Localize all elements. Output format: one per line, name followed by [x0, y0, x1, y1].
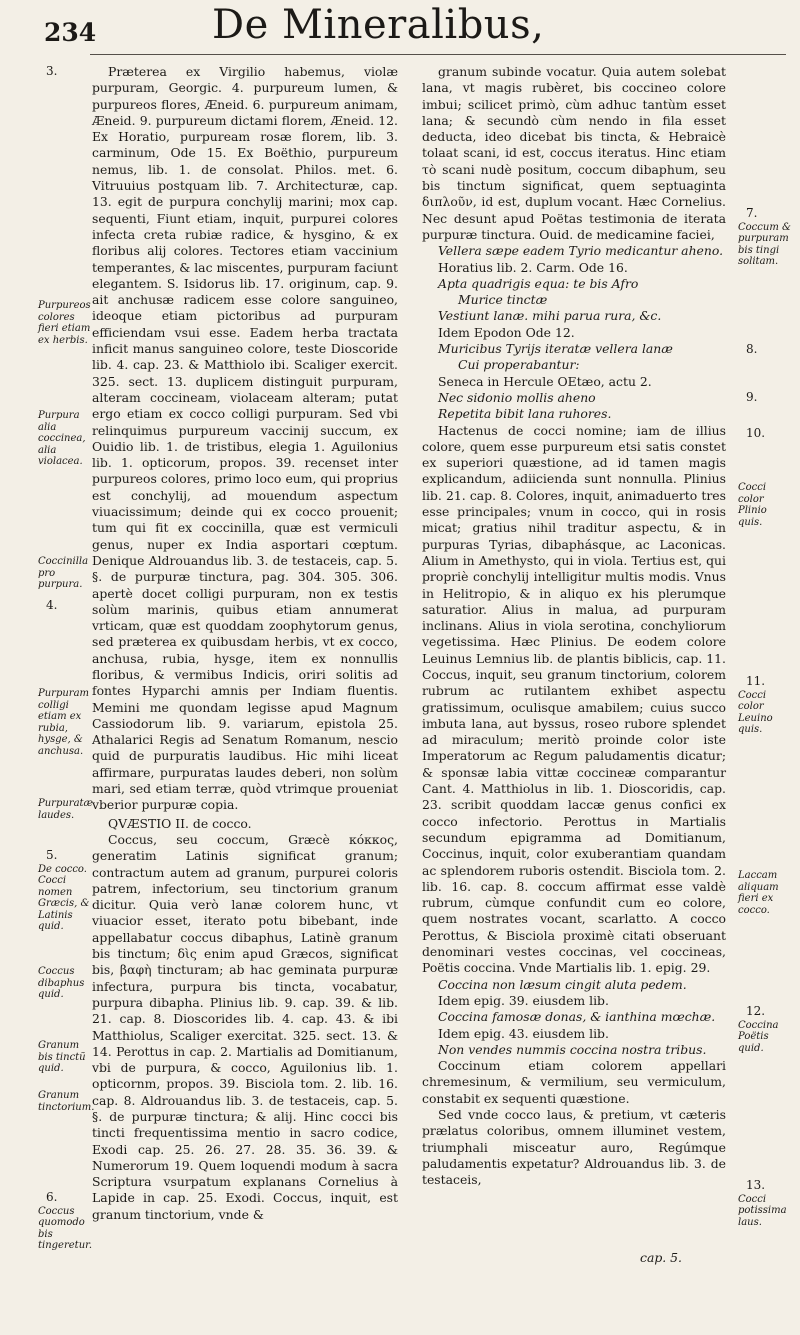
note-text: Purpura alia coccinea, alia violacea.	[38, 410, 86, 467]
verse-martial-1: Coccina non læsum cingit aluta pedem.	[438, 976, 687, 992]
note-text: Cocci color Plinio quis.	[738, 482, 767, 528]
right-margin-note-8	[738, 344, 794, 358]
note-number: 3.	[46, 64, 58, 78]
citation-seneca: Seneca in Hercule OEtæo, actu 2.	[438, 373, 652, 389]
left-margin-note-purpura	[38, 410, 92, 468]
paragraph-granum: granum subinde vocatur. Quia autem solebat lana, vt magis rubèret, bis coccineo colore imbui; scilicet primò, cùm adhuc tantùm esset lana; & secundò cùm nendo in fila esset deducta, ideo dicebat bis tincta, & Hebraicè tolaat scani, id est, coccus iteratus. Hinc etiam τὸ scani nudè positum, coccum dibaphum, seu bis tinctum significat, quem septuaginta διπλοῦν, id est, duplum vocant. Hæc Cornelius. Nec desunt apud Poëtas testimonia de iterata purpuræ tinctura. Ouid. de medicamine faciei,	[422, 64, 726, 242]
right-margin-note-7	[738, 208, 794, 268]
verse-seneca-2: Repetita bibit lana ruhores.	[438, 406, 612, 422]
note-text: Granum bis tinctũ quid.	[38, 1040, 86, 1074]
verse-epodon-2: Cui properabantur:	[458, 357, 580, 373]
paragraph-cocci-color: Hactenus de cocci nomine; iam de illius colore, quem esse purpureum etsi satis constet ex superiori quæstione, ad id tamen magis explicandum, adiicienda sunt nonnulla. Plinius lib. 21. cap. 8. Colores, inquit, animaduerto tres esse principales; vnum in cocco, qui in rosis micat; gratius nihil traditur aspectu, & in purpuras Tyrias, dibaphásque, ac Laconicas. Alium in Amethysto, qui in viola. Tertius est, qui propriè conchylij intelligitur multis modis. Vnus in Helitropio, & in aliquo ex his plerumque saturatior. Alius in malua, ad purpuram inclinans. Alius in viola serotina, conchyliorum vegetissima. Hæc Plinius. De eodem colore Leuinus Lemnius lib. de plantis biblicis, cap. 11. Coccus, inquit, seu granum tinctorium, colorem rubrum ac rutilantem exhibet aspectu gratissimum, oculisque amabilem; cuius succo imbuta lana, aut byssus, roseo rubore splendet ad miraculum; meritò proinde color iste Imperatorum ac Regum paludamentis dicatur; & sponsæ labia vittæ coccineæ comparantur Cant. 4. Matthiolus in lib. 1. Dioscoridis, cap. 23. scribit quoddam laccæ genus confici ex cocco infectorio. Perottus in Martialis secundum epigramma ad Domitianum, Coccinus, inquit, color exuberantiam quandam ac splendorem ruboris ostendit. Bisciola tom. 2. lib. 16. cap. 8. coccum affirmat esse valdè rubrum, cùmque confundit cum eo colore, quem nostrates vocant, scarlatto. A cocco Perottus, & Bisciola proximè citati obseruant denominari vestes coccinas, vel coccineas, Poëtis coccina. Vnde Martialis lib. 1. epig. 29.	[422, 422, 726, 976]
verse-horace-3: Vestiunt lanæ. mihi parua rura, &c.	[438, 308, 662, 324]
note-text: Cocci potissima laus.	[738, 1193, 787, 1228]
left-margin-note-3	[38, 66, 92, 80]
left-margin-note-granum-tinct	[38, 1090, 95, 1113]
citation-epig-39: Idem epig. 39. eiusdem lib.	[438, 992, 609, 1008]
note-text: Coccum & purpuram bis tingi solitam.	[738, 221, 791, 267]
paragraph-cocci-laus: Sed vnde cocco laus, & pretium, vt cæteris prælatus coloribus, omnem illuminet vestem, triumphali misceatur auro, Regúmque paludamentis expetatur? Aldrouandus lib. 3. de testaceis,	[422, 1107, 726, 1188]
left-margin-note-coccinilla	[38, 556, 92, 591]
left-margin-note-5	[38, 850, 92, 933]
note-text: Purpuram colligi etiam ex rubia, hysge, & anchusa.	[38, 688, 90, 757]
verse-martial-2: Coccina famosæ donas, & ianthina mœchæ.	[438, 1009, 716, 1025]
citation-epodon: Idem Epodon Ode 12.	[438, 324, 575, 340]
note-number: 6.	[46, 1190, 58, 1204]
verse-martial-3: Non vendes nummis coccina nostra tribus.	[438, 1041, 707, 1057]
header-rule	[90, 54, 786, 55]
citation-horace: Horatius lib. 2. Carm. Ode 16.	[438, 259, 628, 275]
note-text: Laccam aliquam fieri ex cocco.	[738, 870, 779, 916]
right-margin-note-13	[738, 1180, 794, 1228]
right-margin-note-laccam	[738, 870, 794, 916]
left-margin-note-rubia	[38, 688, 92, 757]
paragraph-chremesinum: Coccinum etiam colorem appellari chremesinum, & vermilium, seu vermiculum, constabit ex sequenti quæstione.	[422, 1058, 726, 1106]
left-margin-note-laudes	[38, 798, 92, 821]
right-text-column	[422, 64, 726, 1188]
note-number: 5.	[46, 848, 58, 862]
note-text: Coccus quomodo bis tingeretur.	[38, 1205, 92, 1251]
right-margin-note-cocci-plinio	[738, 482, 794, 528]
left-text-column	[92, 64, 398, 1223]
note-number: 13.	[746, 1178, 766, 1192]
note-number: 11.	[746, 674, 766, 688]
note-text: Purpureos colores fieri etiam ex herbis.	[38, 300, 91, 346]
citation-epig-43: Idem epig. 43. eiusdem lib.	[438, 1025, 609, 1041]
question-heading: QVÆSTIO II. de cocco.	[108, 815, 252, 831]
note-number: 7.	[746, 206, 758, 220]
verse-ovid: Vellera sæpe eadem Tyrio medicantur aheno.	[438, 243, 724, 259]
left-margin-note-herbis	[38, 300, 92, 346]
verse-seneca-1: Nec sidonio mollis aheno	[438, 389, 596, 405]
running-head-title: De Mineralibus,	[212, 2, 545, 48]
right-margin-note-12	[738, 1006, 794, 1054]
left-margin-note-6	[38, 1192, 92, 1252]
note-text: De cocco. Cocci nomen Græcis, & Latinis quid.	[38, 863, 90, 932]
right-margin-note-10	[738, 428, 794, 442]
note-text: Coccus dibaphus quid.	[38, 966, 85, 1000]
right-margin-note-9	[738, 392, 794, 406]
page-number: 234	[44, 18, 97, 47]
verse-horace-2: Murice tinctæ	[458, 292, 548, 308]
verse-epodon-1: Muricibus Tyrijs iteratæ vellera lanæ	[438, 341, 673, 357]
left-margin-note-dibaphus	[38, 966, 92, 1001]
catchword: cap. 5.	[640, 1250, 682, 1265]
note-number: 9.	[746, 390, 758, 404]
note-number: 8.	[746, 342, 758, 356]
verse-horace-1: Apta quadrigis equa: te bis Afro	[438, 275, 639, 291]
note-number: 12.	[746, 1004, 766, 1018]
note-text: Coccina Poëtis quid.	[738, 1019, 779, 1054]
note-number: 4.	[46, 598, 58, 612]
note-text: Purpuratæ laudes.	[38, 798, 93, 821]
note-text: Granum tinctorium.	[38, 1090, 95, 1113]
left-margin-note-4	[38, 600, 92, 614]
left-margin-note-granum-bis	[38, 1040, 92, 1075]
note-text: Coccinilla pro purpura.	[38, 556, 89, 590]
right-margin-note-11	[738, 676, 794, 736]
paragraph-de-cocco: Coccus, seu coccum, Græcè κόκκος, generatim Latinis significat granum; contractum autem ad granum, purpurei coloris patrem, infectorium, seu tinctorium granum dicitur. Quia verò lanæ colorem hunc, vt viuacior esset, iterato potu bibebant, inde appellabatur coccus dibaphus, Latinè granum bis tinctum; δὶς enim apud Græcos, significat bis, βαφὴ tincturam; ab hac geminata purpuræ infectura, purpura bis tincta, vocabatur, purpura dibapha. Plinius lib. 9. cap. 39. & lib. 21. cap. 8. Dioscorides lib. 4. cap. 43. & ibi Matthiolus, Scaliger exercitat. 325. sect. 13. & 14. Perottus in cap. 2. Martialis ad Domitianum, vbi de purpura, & cocco, Aguilonius lib. 1. opticornm, propos. 39. Bisciola tom. 2. lib. 16. cap. 8. Aldrouandus lib. 3. de testaceis, cap. 5. §. de purpuræ tinctura; & alij. Hinc cocci bis tincti frequentissima mentio in sacro codice, Exodi cap. 25. 26. 27. 28. 35. 36. 39. & Numerorum 19. Quem loquendi modum à sacra Scriptura vsurpatum explanans Cornelius à Lapide in cap. 25. Exodi. Coccus, inquit, est granum tinctorium, vnde &	[92, 831, 398, 1222]
note-text: Cocci color Leuino quis.	[738, 689, 773, 735]
paragraph-purpura-sources: Præterea ex Virgilio habemus, violæ purpuram, Georgic. 4. purpureum lumen, & purpureos flores, Æneid. 6. purpureum animam, Æneid. 9. purpureum dictami florem, Æneid. 12. Ex Horatio, purpuream rosæ florem, lib. 3. carminum, Ode 15. Ex Boëthio, purpureum nemus, lib. 1. de consolat. Philos. met. 6. Vitruuius postquam lib. 7. Architecturæ, cap. 13. egit de purpura conchylij marini; mox cap. sequenti, Fiunt etiam, inquit, purpurei colores infecta creta rubiæ radice, & hysgino, & ex floribus alij colores. Tectores etiam vaccinium temperantes, & lac miscentes, purpuram faciunt elegantem. S. Isidorus lib. 17. originum, cap. 9. ait anchusæ radicem esse colore sanguineo, ideoque etiam pictoribus ad purpuram efficiendam vsui esse. Eadem herba tractata inficit manus sanguineo colore, teste Dioscoride lib. 4. cap. 23. & Matthiolo ibi. Scaliger exercit. 325. sect. 13. duplicem distinguit purpuram, alteram coccineam, violaceam alteram; putat ergo etiam ex cocco colligi purpuram. Sed vbi relinquimus purpureum vaccinij succum, ex Ouidio lib. 1. de tristibus, elegia 1. Aguilonius lib. 1. opticorum, propos. 39. recenset inter purpureos colores, primo loco eum, qui proprius est conchylij, ad mouendum aspectum viuacissimum; deinde qui ex cocco prouenit; tum qui fit ex coccinilla, quæ est vermiculi genus, nuper ex India asportari cœptum. Denique Aldrouandus lib. 3. de testaceis, cap. 5. §. de purpuræ tinctura, pag. 304. 305. 306. apertè docet colligi purpuram, non ex testis solùm marinis, quibus etiam annumerat vrticam, quæ est quoddam zoophytorum genus, sed præterea ex quibusdam herbis, vt ex cocco, anchusa, rubia, hysge, item ex nonnullis floribus, & vermibus Indicis, oriri solitis ad fontes Hyparchi amnis per Indiam fluentis. Memini me quondam legisse apud Magnum Cassiodorum lib. 9. variarum, epistola 25. Athalarici Regis ad Senatum Romanum, nescio quid de purpuratis laudibus. Hic mihi liceat affirmare, purpuratas laudes deberi, non solùm mari, sed etiam terræ, quòd vtrimque proueniat vberior purpuræ copia.	[92, 64, 398, 813]
note-number: 10.	[746, 426, 766, 440]
